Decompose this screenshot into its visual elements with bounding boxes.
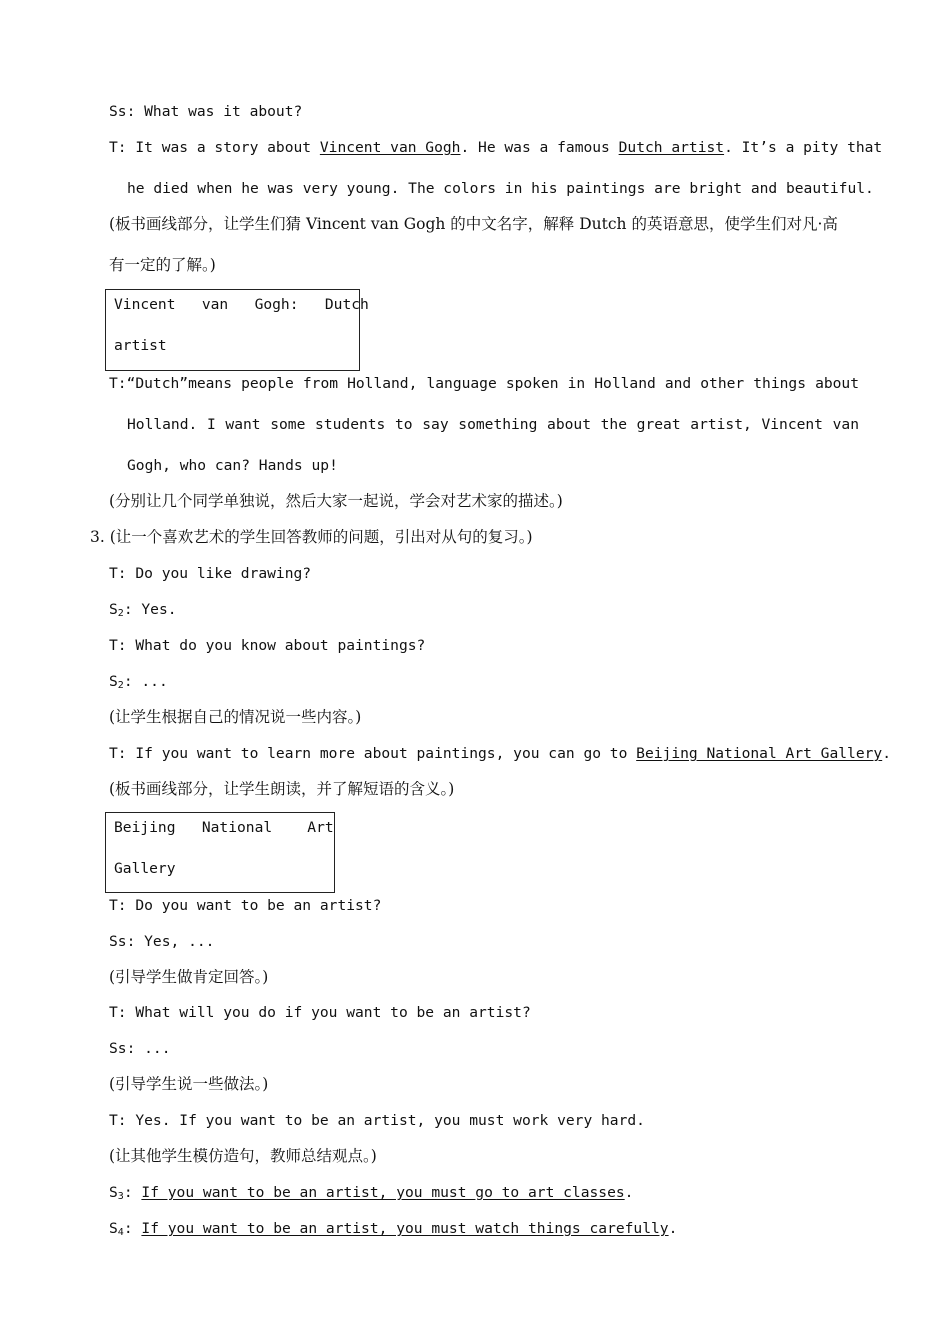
instruction-note: (让其他学生模仿造句，教师总结观点。) (109, 1147, 377, 1165)
blackboard-text: Beijing National Art (114, 819, 334, 836)
dialogue-line: he died when he was very young. The colors in his paintings are bright and beautiful. (127, 180, 874, 197)
dialogue-line: Ss: What was it about? (109, 103, 303, 120)
underlined-phrase: If you want to be an artist, you must watch things carefully (141, 1220, 669, 1237)
instruction-note: (板书画线部分，让学生朗读，并了解短语的含义。) (109, 780, 455, 798)
dialogue-line: Gogh, who can? Hands up! (127, 457, 338, 474)
dialogue-line: $S_4$: If you want to be an artist, you must watch things carefully. (109, 1220, 678, 1238)
dialogue-line: T:“Dutch”means people from Holland, language spoken in Holland and other things about (109, 375, 859, 392)
dialogue-line: T: If you want to learn more about paintings, you can go to Beijing National Art Gallery. (109, 745, 891, 762)
dialogue-line: T: What will you do if you want to be an artist? (109, 1004, 531, 1021)
dialogue-line: $S_2$: Yes. (109, 601, 177, 619)
dialogue-line: T: Yes. If you want to be an artist, you must work very hard. (109, 1112, 645, 1129)
instruction-note: (让学生根据自己的情况说一些内容。) (109, 708, 362, 726)
instruction-note: (引导学生说一些做法。) (109, 1075, 269, 1093)
instruction-note: 有一定的了解。) (109, 256, 216, 274)
blackboard-text: artist (114, 337, 167, 354)
blackboard-box (105, 289, 369, 371)
dialogue-line: T: What do you know about paintings? (109, 637, 426, 654)
instruction-note: (分别让几个同学单独说，然后大家一起说，学会对艺术家的描述。) (109, 492, 563, 510)
instruction-note: (板书画线部分，让学生们猜 Vincent van Gogh 的中文名字，解释 Dutch 的英语意思，使学生们对凡·高 (109, 215, 838, 233)
blackboard-box (105, 812, 335, 893)
dialogue-line: T: Do you want to be an artist? (109, 897, 382, 914)
underlined-phrase: Vincent van Gogh (319, 139, 461, 156)
dialogue-line: Holland. I want some students to say something about the great artist, Vincent van (127, 416, 859, 433)
dialogue-line: $S_3$: If you want to be an artist, you must go to art classes. (109, 1184, 634, 1202)
dialogue-line: Ss: Yes, ... (109, 933, 215, 950)
dialogue-line: Ss: ... (109, 1040, 171, 1057)
underlined-phrase: Dutch artist (618, 139, 725, 156)
instruction-note: (引导学生做肯定回答。) (109, 968, 269, 986)
step-heading: 3. (让一个喜欢艺术的学生回答教师的问题，引出对从句的复习。) (90, 528, 533, 546)
dialogue-line: $S_2$: ... (109, 673, 168, 691)
dialogue-line: T: It was a story about Vincent van Gogh. He was a famous Dutch artist. It’s a pity that (109, 139, 883, 156)
blackboard-text: Vincent van Gogh: Dutch (114, 296, 369, 313)
dialogue-line: T: Do you like drawing? (109, 565, 312, 582)
underlined-phrase: If you want to be an artist, you must go to art classes (141, 1184, 625, 1201)
underlined-phrase: Beijing National Art Gallery (636, 745, 883, 762)
blackboard-text: Gallery (114, 860, 176, 877)
